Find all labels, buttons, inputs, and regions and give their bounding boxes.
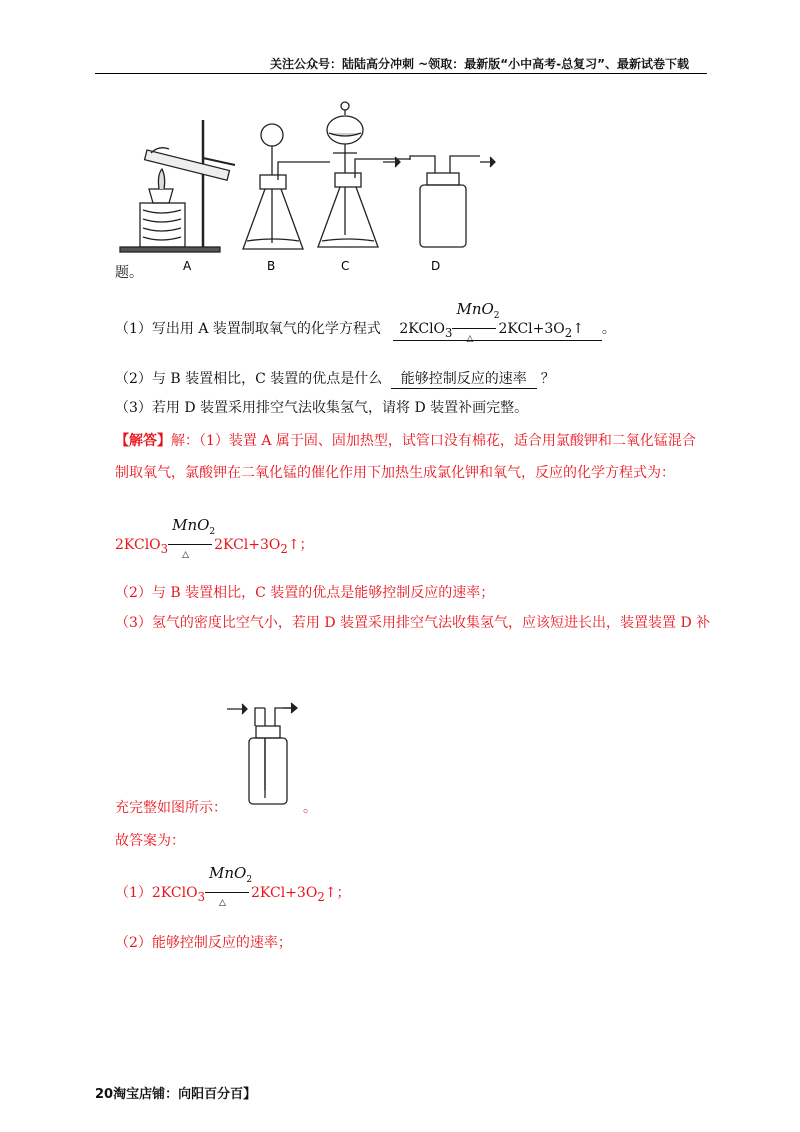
answer-1 — [115, 864, 351, 908]
solution-equation — [115, 516, 314, 560]
answer-2: （2）能够控制反应的速率； — [115, 935, 292, 951]
q1-heat: △ — [466, 334, 474, 344]
question-2 — [115, 368, 555, 389]
ans1-cond: MnO — [209, 864, 247, 882]
q1-rhs: 2KCl+3O — [498, 321, 565, 337]
ans1-lhs-sub: 3 — [197, 889, 206, 904]
ans1-cond-sub: 2 — [246, 875, 253, 885]
header-rule — [95, 73, 707, 74]
ans1-lhs: 2KClO — [151, 885, 198, 901]
sol-cond-sub: 2 — [209, 527, 216, 537]
q1-arrow: ↑ — [572, 321, 584, 337]
q1-cond-sub: 2 — [493, 311, 500, 321]
sol-heat: △ — [182, 550, 190, 560]
label-a: A — [183, 259, 192, 273]
q1-condition — [452, 300, 500, 344]
completed-bottle-figure — [225, 700, 305, 812]
q2-suffix: ？ — [540, 371, 555, 387]
q1-lhs: 2KClO — [399, 321, 446, 337]
q1-lhs-sub: 3 — [445, 325, 453, 340]
q2-answer: 能够控制反应的速率 — [391, 368, 537, 389]
apparatus-a — [120, 120, 235, 252]
label-d: D — [431, 259, 441, 273]
question-3: （3）若用 D 装置采用排空气法收集氢气，请将 D 装置补画完整。 — [115, 400, 529, 416]
sol-eq-end: ↑； — [287, 537, 314, 553]
solution-fig-prefix: 充完整如图所示： — [115, 800, 227, 816]
label-b: B — [267, 259, 276, 273]
q2-prefix: （2）与 B 装置相比，C 装置的优点是什么 — [115, 371, 383, 387]
solution-line-q2: （2）与 B 装置相比，C 装置的优点是能够控制反应的速率； — [115, 585, 495, 601]
label-c: C — [341, 259, 350, 273]
sol-eq-lhs: 2KClO — [115, 537, 161, 553]
page-header: 关注公众号：陆陆高分冲刺 ~领取：最新版“小中高考-总复习”、最新试卷下载 — [270, 57, 689, 71]
ans1-end: ↑； — [324, 885, 351, 901]
q1-equation — [393, 300, 602, 344]
solution-line-1 — [115, 430, 696, 450]
solution-fig-suffix: 。 — [303, 800, 317, 816]
q1-suffix: 。 — [601, 321, 616, 337]
question-1 — [115, 300, 616, 344]
ans1-rhs: 2KCl+3O — [251, 885, 318, 901]
q1-rhs-sub: 2 — [564, 325, 573, 340]
apparatus-c — [318, 102, 410, 247]
sol-eq-condition — [168, 516, 216, 560]
ans1-heat: △ — [219, 898, 226, 908]
answer-intro: 故答案为： — [115, 833, 185, 849]
solution-text-1: 解：（1）装置 A 属于固、固加热型，试管口没有棉花，适合用氯酸钾和二氧化锰混合 — [171, 433, 696, 449]
sol-eq-rhs: 2KCl+3O — [214, 537, 281, 553]
solution-line-q3: （3）氢气的密度比空气小，若用 D 装置采用排空气法收集氢气，应该短进长出，装置装置 D 补 — [115, 615, 711, 631]
sol-eq-rhs-sub: 2 — [280, 541, 288, 556]
solution-tag: 【解答】 — [115, 433, 171, 449]
q1-prefix: （1）写出用 A 装置制取氧气的化学方程式 — [115, 321, 381, 337]
apparatus-b — [243, 124, 330, 249]
q1-cond: MnO — [456, 300, 494, 318]
sol-cond: MnO — [172, 516, 210, 534]
apparatus-figure — [115, 95, 515, 280]
sol-eq-lhs-sub: 3 — [160, 541, 169, 556]
ans1-prefix: （1） — [115, 885, 152, 901]
ans1-rhs-sub: 2 — [317, 889, 325, 904]
apparatus-d — [383, 156, 495, 247]
page-footer: 20淘宝店铺：向阳百分百】 — [95, 1087, 257, 1102]
solution-line-2: 制取氧气，氯酸钾在二氧化锰的催化作用下加热生成氯化钾和氧气，反应的化学方程式为： — [115, 465, 675, 481]
ans1-condition — [205, 864, 253, 908]
ti-text: 题。 — [115, 265, 143, 281]
